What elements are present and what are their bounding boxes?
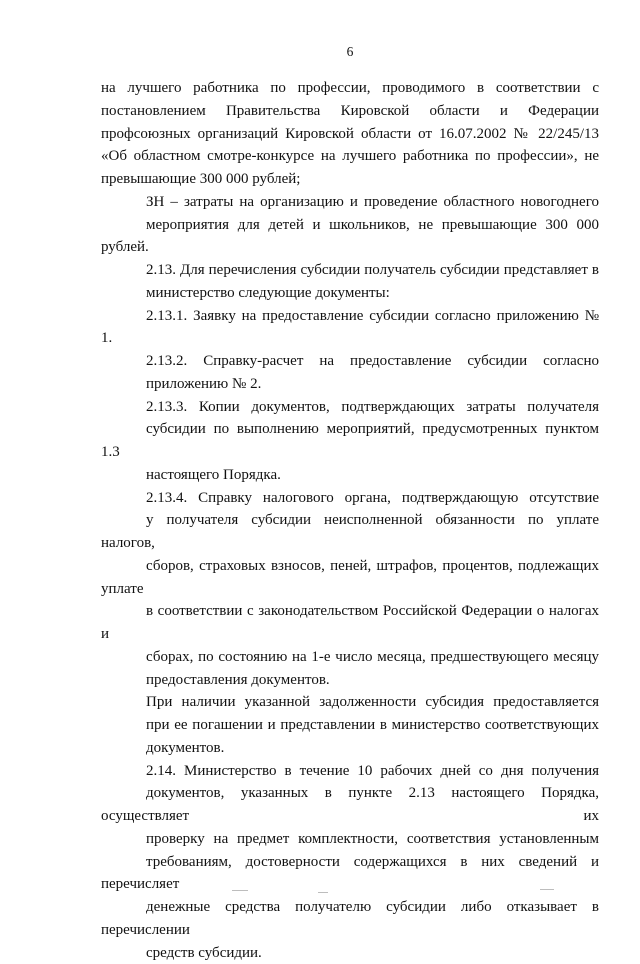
paragraph — [101, 191, 599, 259]
paragraph — [101, 305, 599, 351]
text-line: предоставления документов. — [101, 669, 599, 692]
text-line: сборах, по состоянию на 1-е число месяца, предшествующего месяцу — [101, 646, 599, 669]
text-line: При наличии указанной задолженности субсидия предоставляется — [101, 691, 599, 714]
text-line: 2.13.3. Копии документов, подтверждающих затраты получателя — [101, 396, 599, 419]
paragraph — [101, 691, 599, 759]
text-line: мероприятия для детей и школьников, не превышающие 300 000 рублей. — [101, 214, 599, 260]
text-line: 2.14. Министерство в течение 10 рабочих дней со дня получения — [101, 760, 599, 783]
text-line: приложению № 2. — [101, 373, 599, 396]
text-line: документов, указанных в пункте 2.13 настоящего Порядка, осуществляет их — [101, 782, 599, 828]
paragraph — [101, 396, 599, 487]
page-number: 6 — [101, 44, 599, 60]
scan-speck — [540, 889, 554, 890]
text-line: требованиям, достоверности содержащихся в них сведений и перечисляет — [101, 851, 599, 897]
text-line: проверку на предмет комплектности, соответствия установленным — [101, 828, 599, 851]
text-line: средств субсидии. — [101, 942, 599, 964]
text-line: денежные средства получателю субсидии либо отказывает в перечислении — [101, 896, 599, 942]
text-line: ЗН – затраты на организацию и проведение областного новогоднего — [101, 191, 599, 214]
text-line: настоящего Порядка. — [101, 464, 599, 487]
paragraph — [101, 760, 599, 964]
paragraph — [101, 487, 599, 692]
text-line: постановлением Правительства Кировской области и Федерации — [101, 100, 599, 123]
text-line: 2.13.1. Заявку на предоставление субсидии согласно приложению № 1. — [101, 305, 599, 351]
text-line: 2.13.4. Справку налогового органа, подтверждающую отсутствие — [101, 487, 599, 510]
document-body — [101, 77, 599, 964]
paragraph — [101, 77, 599, 191]
scan-speck — [318, 892, 328, 893]
text-line: в соответствии с законодательством Российской Федерации о налогах и — [101, 600, 599, 646]
text-line: профсоюзных организаций Кировской области от 16.07.2002 № 22/245/13 — [101, 123, 599, 146]
text-line: сборов, страховых взносов, пеней, штрафов, процентов, подлежащих уплате — [101, 555, 599, 601]
scan-speck — [232, 890, 248, 891]
text-line: 2.13. Для перечисления субсидии получатель субсидии представляет в — [101, 259, 599, 282]
text-line: на лучшего работника по профессии, проводимого в соответствии с — [101, 77, 599, 100]
text-line: министерство следующие документы: — [101, 282, 599, 305]
paragraph — [101, 350, 599, 396]
text-line: превышающие 300 000 рублей; — [101, 168, 599, 191]
text-line: у получателя субсидии неисполненной обязанности по уплате налогов, — [101, 509, 599, 555]
text-line: субсидии по выполнению мероприятий, предусмотренных пунктом 1.3 — [101, 418, 599, 464]
text-line: 2.13.2. Справку-расчет на предоставление субсидии согласно — [101, 350, 599, 373]
text-line: документов. — [101, 737, 599, 760]
paragraph — [101, 259, 599, 305]
text-line: при ее погашении и представлении в министерство соответствующих — [101, 714, 599, 737]
text-line: «Об областном смотре-конкурсе на лучшего работника по профессии», не — [101, 145, 599, 168]
